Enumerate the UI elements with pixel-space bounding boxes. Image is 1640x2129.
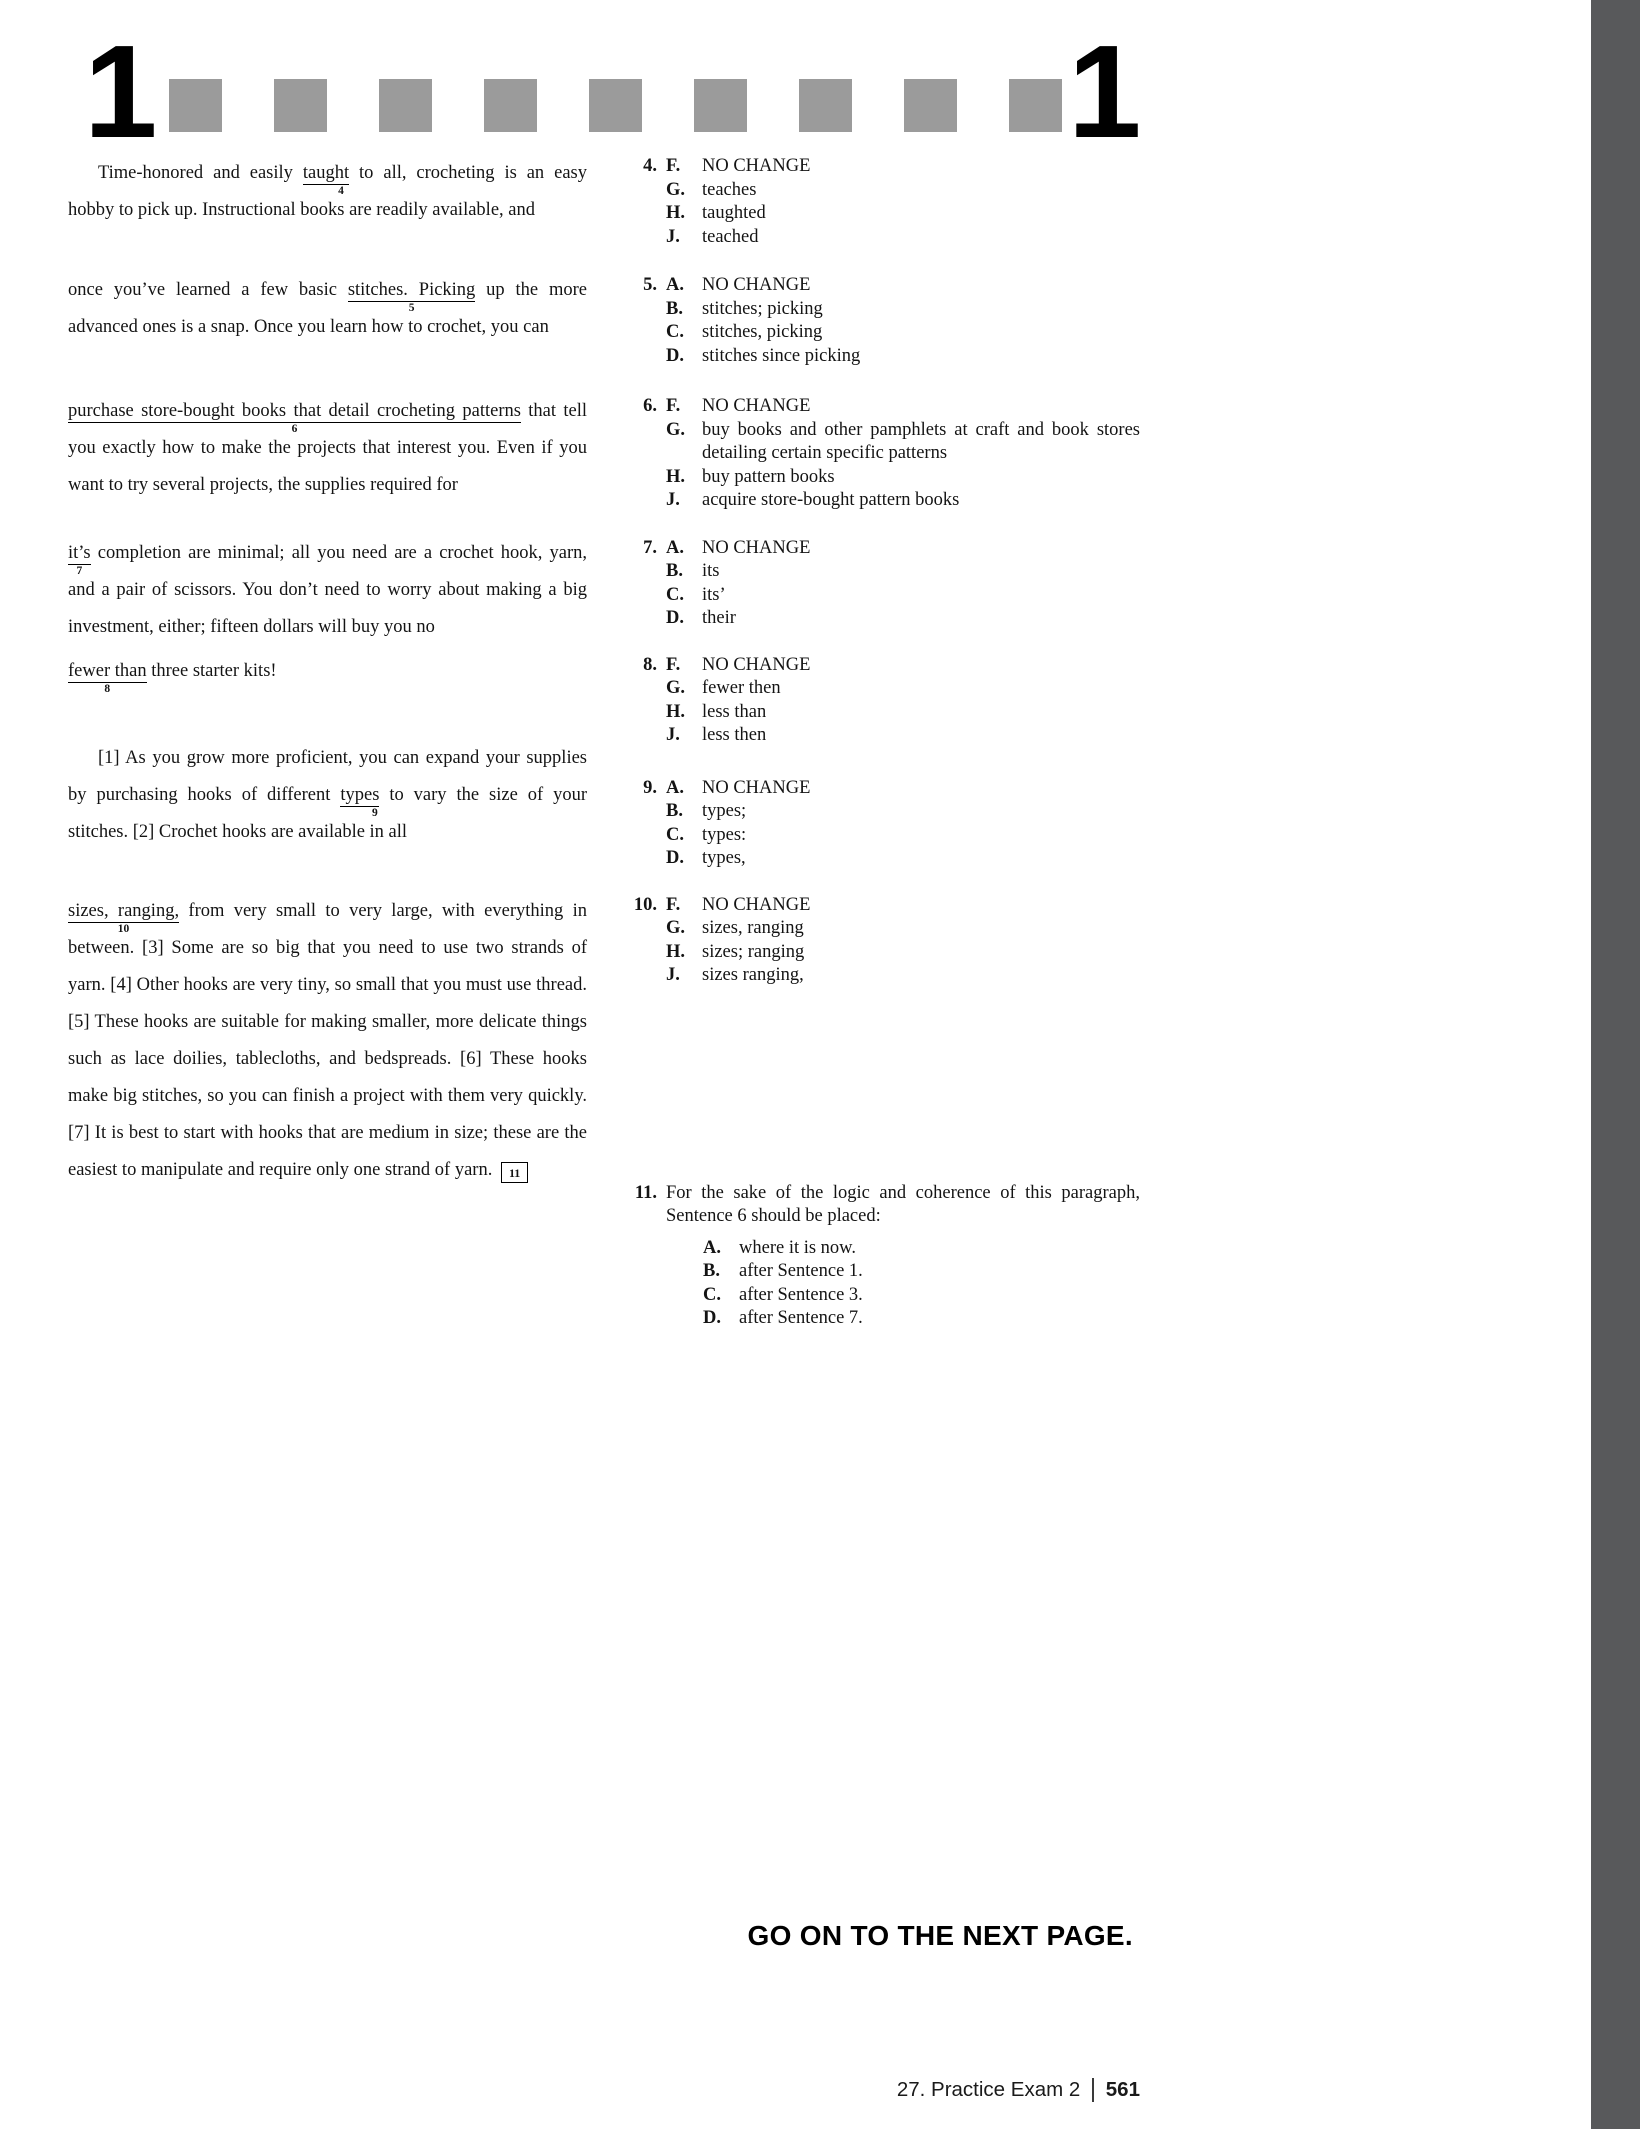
choice-11-D (703, 1307, 1140, 1331)
choice-label: J. (666, 725, 680, 745)
choice-5-C (666, 321, 1140, 345)
question-body (666, 1182, 1140, 1331)
choice-8-F (666, 654, 1140, 678)
choice-text: stitches since picking (702, 345, 861, 366)
choice-label: F. (666, 654, 681, 675)
choice-text: where it is now. (739, 1237, 856, 1258)
choice-label: C. (703, 1284, 721, 1305)
passage-paragraph-6: [1] As you grow more proficient, you can expand your supplies by purchasing hooks of different types 9 to vary the size of your stitches. [2] Crochet hooks are available in all (68, 748, 587, 842)
underlined-segment-7: it’s 7 (68, 543, 91, 577)
choice-label: H. (666, 203, 686, 223)
choice-text: NO CHANGE (702, 275, 811, 295)
choice-list (703, 1237, 1140, 1331)
choice-8-J (666, 724, 1140, 748)
choice-label: B. (703, 1261, 720, 1281)
choice-label: A. (703, 1237, 721, 1258)
choice-label: F. (666, 894, 681, 915)
header-square (1009, 79, 1062, 132)
choice-list (666, 155, 1140, 249)
choice-11-B (703, 1260, 1140, 1284)
passage-paragraph-1: Time-honored and easily taught 4 to all, crocheting is an easy hobby to pick up. Instructional books are readily available, and (68, 163, 587, 220)
question-body (666, 654, 1140, 748)
section-number-left: 1 (84, 18, 158, 165)
choice-5-B (666, 298, 1140, 322)
page-edge-bar (1591, 0, 1640, 2129)
choice-11-C (703, 1284, 1140, 1308)
choice-label: H. (666, 701, 686, 722)
question-11 (634, 1182, 1140, 1331)
choice-text: sizes; ranging (702, 941, 805, 962)
choice-6-G (666, 419, 1140, 466)
choice-label: H. (666, 941, 686, 962)
choice-label: G. (666, 419, 686, 440)
choice-text: after Sentence 3. (739, 1284, 863, 1305)
passage-paragraph-7: sizes, ranging, 10 from very small to very large, with everything in between. [3] Some are so big that you need to use two strands of yarn. [4] Other hooks are very tiny, so small that you must use thread. [5] These hooks are suitable for making smaller, more delicate things such as lace doilies, tablecloths, and bedspreads. [6] These hooks make big stitches, so you can finish a project with them very quickly. [7] It is best to start with hooks that are medium in size; these are the easiest to manipulate and require only one strand of yarn. 11 (68, 893, 587, 1189)
underlined-segment-9: types 9 (340, 785, 380, 819)
choice-4-F (666, 155, 1140, 179)
choice-text: NO CHANGE (702, 654, 811, 675)
question-number: 4. (643, 156, 657, 176)
underline-number: 8 (104, 683, 111, 695)
choice-label: B. (666, 298, 683, 319)
underlined-segment-8: fewer than 8 (68, 661, 147, 695)
choice-text: NO CHANGE (702, 156, 811, 176)
passage-paragraph-4: it’s 7 completion are minimal; all you need are a crochet hook, yarn, and a pair of scissors. You don’t need to worry about making a big investment, either; fifteen dollars will buy you no (68, 543, 587, 637)
choice-text: fewer then (702, 678, 781, 698)
underline-number: 4 (338, 185, 344, 197)
choice-text: stitches; picking (702, 298, 823, 319)
choice-label: G. (666, 678, 686, 698)
underlined-segment-4: taught 4 (302, 163, 350, 197)
question-body (666, 395, 1140, 513)
header-square (904, 79, 957, 132)
question-body (666, 777, 1140, 871)
choice-label: F. (666, 156, 681, 176)
choice-label: C. (666, 824, 684, 845)
chapter-label: 27. Practice Exam 2 (896, 2078, 1081, 2101)
choice-label: B. (666, 801, 683, 821)
choice-label: D. (666, 608, 684, 628)
section-number-right: 1 (1068, 18, 1142, 165)
choice-text: sizes, ranging (702, 918, 804, 938)
choice-text: its (702, 561, 720, 581)
choice-4-H (666, 202, 1140, 226)
underline-number: 6 (291, 423, 298, 435)
choice-text: stitches, picking (702, 322, 823, 342)
choice-9-C (666, 824, 1140, 848)
choice-6-J (666, 489, 1140, 513)
question-10 (633, 894, 1140, 988)
choice-text: types, (702, 848, 746, 868)
choice-label: A. (666, 777, 684, 798)
question-number: 10. (633, 894, 657, 915)
header-square (274, 79, 327, 132)
choice-label: G. (666, 918, 686, 938)
choice-label: A. (666, 537, 684, 558)
question-number: 7. (643, 537, 657, 558)
choice-label: J. (666, 226, 680, 247)
choice-label: D. (666, 345, 684, 366)
choice-text: types; (702, 801, 747, 821)
choice-text: less than (702, 701, 767, 722)
header-square (694, 79, 747, 132)
choice-text: NO CHANGE (702, 894, 811, 915)
choice-label: F. (666, 396, 681, 416)
header-square (379, 79, 432, 132)
choice-8-G (666, 677, 1140, 701)
choice-9-B (666, 800, 1140, 824)
choice-label: D. (703, 1308, 721, 1328)
choice-text: acquire store-bought pattern books (702, 490, 960, 510)
choice-label: J. (666, 965, 680, 985)
choice-6-F (666, 395, 1140, 419)
choice-5-A (666, 274, 1140, 298)
choice-6-H (666, 466, 1140, 490)
question-ref-box: 11 (501, 1162, 528, 1183)
choice-list (666, 777, 1140, 871)
passage-paragraph-5: fewer than 8 three starter kits! (68, 661, 277, 695)
choice-text: teaches (702, 179, 757, 200)
header-square (799, 79, 852, 132)
choice-label: G. (666, 179, 686, 200)
choice-text: types: (702, 824, 747, 845)
question-body (666, 894, 1140, 988)
choice-list (666, 395, 1140, 513)
passage-paragraph-3: purchase store-bought books that detail crocheting patterns 6 that tell you exactly how to make the projects that interest you. Even if you want to try several projects, the supplies required for (68, 401, 587, 495)
questions-column (633, 150, 1140, 1331)
choice-text: buy pattern books (702, 466, 835, 487)
choice-8-H (666, 701, 1140, 725)
choice-list (666, 894, 1140, 988)
choice-text: NO CHANGE (702, 396, 811, 416)
header-square (169, 79, 222, 132)
choice-label: C. (666, 584, 684, 605)
underline-number: 5 (408, 302, 415, 314)
choice-7-C (666, 584, 1140, 608)
choice-text: their (702, 608, 736, 628)
choice-7-D (666, 607, 1140, 631)
choice-10-F (666, 894, 1140, 918)
underline-number: 9 (372, 807, 378, 819)
question-6 (639, 395, 1140, 513)
choice-10-G (666, 917, 1140, 941)
choice-7-A (666, 537, 1140, 561)
underline-number: 7 (76, 565, 83, 577)
choice-text: NO CHANGE (702, 537, 811, 558)
choice-label: H. (666, 466, 686, 487)
page-footer (897, 2078, 1140, 2102)
question-9 (639, 777, 1140, 871)
underline-number: 10 (117, 923, 130, 935)
choice-7-B (666, 560, 1140, 584)
question-number: 6. (643, 396, 657, 416)
choice-list (666, 274, 1140, 368)
choice-label: J. (666, 490, 680, 510)
choice-list (666, 537, 1140, 631)
header-square (484, 79, 537, 132)
question-body (666, 274, 1140, 368)
question-8 (639, 654, 1140, 748)
choice-10-H (666, 941, 1140, 965)
header-square (589, 79, 642, 132)
choice-text: buy books and other pamphlets at craft and book stores detailing certain specific patterns (702, 419, 1140, 463)
question-number: 11. (634, 1182, 657, 1203)
question-body (666, 155, 1140, 249)
choice-text: less then (702, 725, 767, 745)
choice-label: A. (666, 275, 684, 295)
question-number: 8. (643, 654, 657, 675)
underlined-segment-5: stitches. Picking 5 (347, 280, 476, 314)
choice-text: NO CHANGE (702, 777, 811, 798)
choice-label: B. (666, 561, 683, 581)
header-squares (169, 79, 1062, 132)
footer-divider (1092, 2078, 1094, 2102)
choice-5-D (666, 345, 1140, 369)
choice-text: after Sentence 1. (739, 1261, 863, 1281)
choice-4-J (666, 226, 1140, 250)
question-body (666, 537, 1140, 631)
choice-text: teached (702, 226, 759, 247)
question-number: 9. (643, 777, 657, 798)
choice-9-D (666, 847, 1140, 871)
choice-label: C. (666, 322, 684, 342)
choice-text: sizes ranging, (702, 965, 804, 985)
go-on-instruction: GO ON TO THE NEXT PAGE. (747, 1920, 1133, 1951)
choice-9-A (666, 777, 1140, 801)
choice-11-A (703, 1237, 1140, 1261)
choice-10-J (666, 964, 1140, 988)
question-5 (639, 274, 1140, 368)
underlined-segment-6: purchase store-bought books that detail crocheting patterns 6 (68, 401, 521, 435)
underlined-segment-10: sizes, ranging, 10 (68, 901, 180, 935)
choice-label: D. (666, 848, 684, 868)
question-stem: For the sake of the logic and coherence of this paragraph, Sentence 6 should be placed: (666, 1182, 1140, 1226)
passage-paragraph-2: once you’ve learned a few basic stitches. Picking 5 up the more advanced ones is a snap. Once you learn how to crochet, you can (68, 280, 587, 337)
choice-text: its’ (702, 584, 726, 605)
choice-4-G (666, 179, 1140, 203)
choice-list (666, 654, 1140, 748)
choice-text: after Sentence 7. (739, 1308, 863, 1328)
page-number: 561 (1105, 2078, 1140, 2101)
choice-text: taughted (702, 203, 766, 223)
question-number: 5. (643, 275, 657, 295)
question-4 (639, 155, 1140, 249)
passage-column (68, 150, 587, 1189)
question-7 (639, 537, 1140, 631)
content (68, 150, 1140, 1331)
